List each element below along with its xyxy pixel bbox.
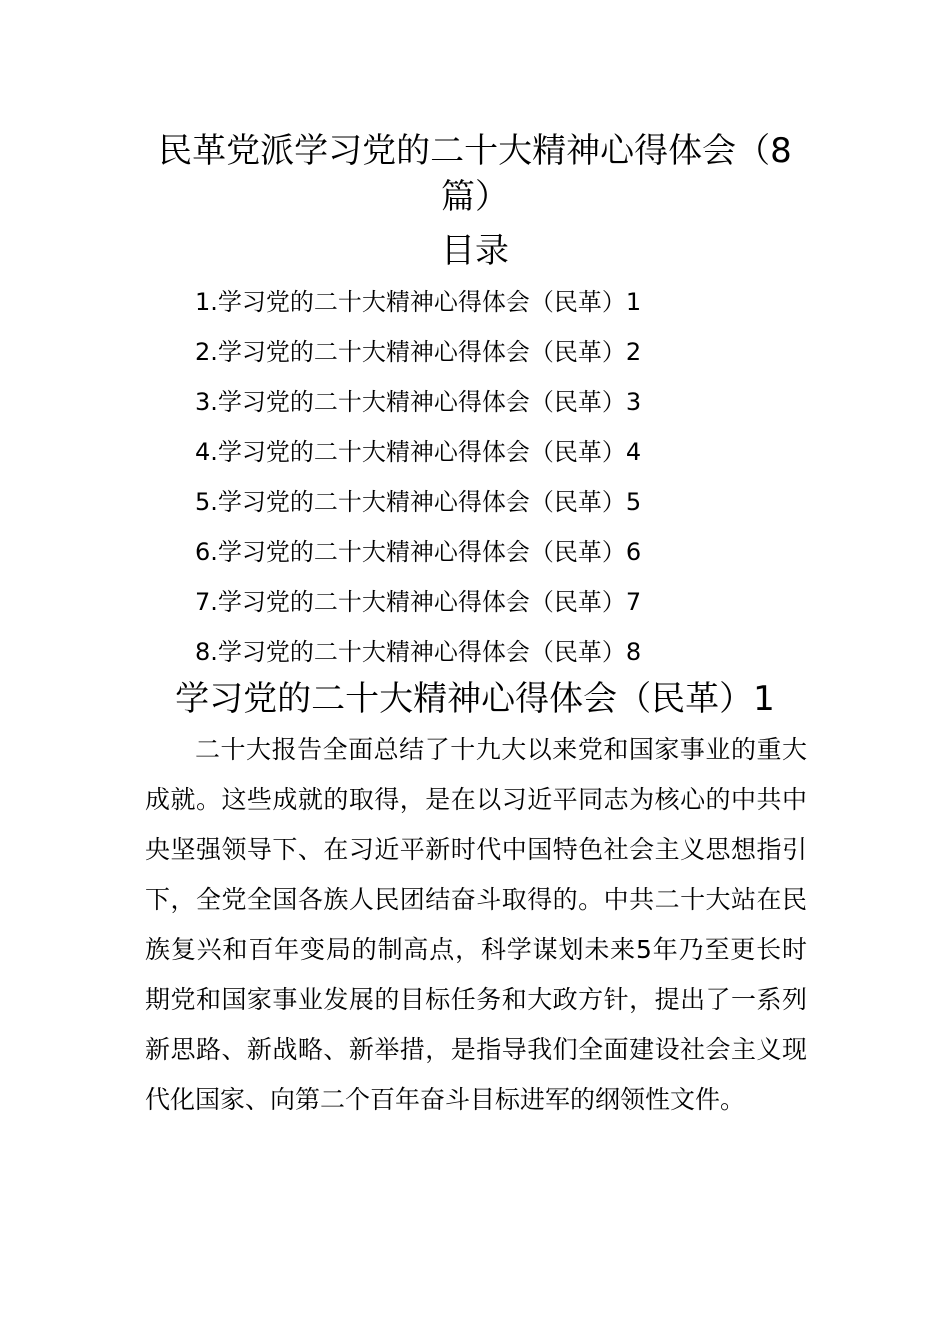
body-paragraph: 二十大报告全面总结了十九大以来党和国家事业的重大成就。这些成就的取得，是在以习近平同志为核心的中共中央坚强领导下、在习近平新时代中国特色社会主义思想指引下，全党全国各族人民团结奋斗取得的。中共二十大站在民族复兴和百年变局的制高点，科学谋划未来5年乃至更长时期党和国家事业发展的目标任务和大政方针，提出了一系列新思路、新战略、新举措，是指导我们全面建设社会主义现代化国家、向第二个百年奋斗目标进军的纲领性文件。 [145, 735, 807, 1114]
toc-item[interactable]: 6.学习党的二十大精神心得体会（民革）6 [195, 538, 642, 566]
toc-item[interactable]: 3.学习党的二十大精神心得体会（民革）3 [195, 388, 642, 416]
toc-item[interactable]: 5.学习党的二十大精神心得体会（民革）5 [195, 488, 642, 516]
document-title: 民革党派学习党的二十大精神心得体会（8篇） [158, 131, 792, 217]
toc-item[interactable]: 7.学习党的二十大精神心得体会（民革）7 [195, 588, 642, 616]
toc-item[interactable]: 4.学习党的二十大精神心得体会（民革）4 [195, 438, 642, 466]
toc-item[interactable]: 2.学习党的二十大精神心得体会（民革）2 [195, 338, 642, 366]
toc-heading: 目录 [441, 231, 509, 271]
table-of-contents [195, 277, 641, 677]
toc-item[interactable]: 1.学习党的二十大精神心得体会（民革）1 [195, 288, 642, 316]
section-title: 学习党的二十大精神心得体会（民革）1 [175, 679, 775, 719]
toc-item[interactable]: 8.学习党的二十大精神心得体会（民革）8 [195, 638, 642, 666]
